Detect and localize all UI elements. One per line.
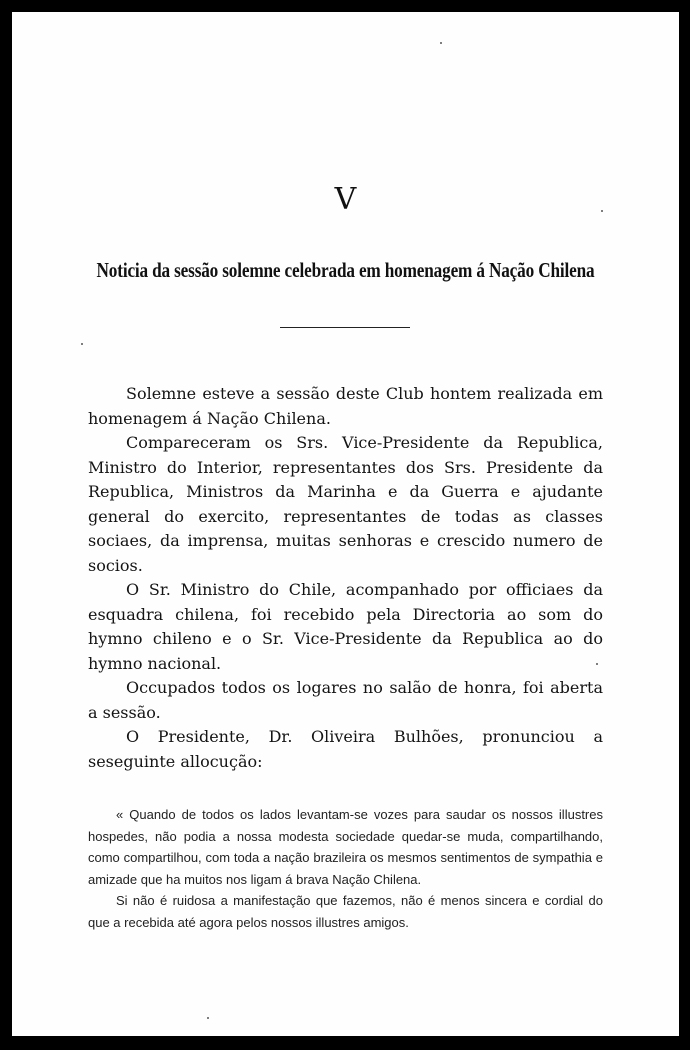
heading-divider: [280, 327, 410, 328]
quote-paragraph: « Quando de todos os lados levantam-se vozes para saudar os nossos illustres hospedes, não podia a nossa modesta sociedade quedar-se muda, compartilhando, como compartilhou, com toda a nação brazileira os mesmos sentimentos de sympathia e amizade que ha muitos nos ligam á brava Nação Chilena.: [88, 807, 603, 887]
paper-speck: [81, 343, 83, 345]
body-paragraph: Occupados todos os logares no salão de honra, foi aberta a sessão.: [88, 678, 603, 722]
body-paragraph: O Sr. Ministro do Chile, acompanhado por officiaes da esquadra chilena, foi recebido pela Directoria ao som do hymno chileno e o Sr. Vice-Presidente da Republica ao do hymno nacional.: [88, 580, 603, 673]
body-paragraph: Solemne esteve a sessão deste Club hontem realizada em homenagem á Nação Chilena.: [88, 384, 603, 428]
chapter-numeral: V: [334, 182, 357, 217]
paper-speck: [601, 210, 603, 212]
body-paragraph: O Presidente, Dr. Oliveira Bulhões, pronunciou a seseguinte allocução:: [88, 727, 603, 771]
quote-paragraph: Si não é ruidosa a manifestação que fazemos, não é menos sincera e cordial do que a recebida até agora pelos nossos illustres amigos.: [88, 893, 603, 930]
body-text: [88, 382, 603, 774]
paper-speck: [207, 1017, 209, 1019]
paper-speck: [596, 663, 598, 665]
speech-quote: [88, 804, 603, 933]
paper-speck: [440, 42, 442, 44]
section-heading: Noticia da sessão solemne celebrada em homenagem á Nação Chilena: [96, 258, 595, 282]
document-page: [12, 12, 679, 1036]
body-paragraph: Compareceram os Srs. Vice-Presidente da Republica, Ministro do Interior, representantes dos Srs. Presidente da Republica, Ministros da Marinha e da Guerra e ajudante general do exercito, representantes de todas as classes sociaes, da imprensa, muitas senhoras e crescido numero de socios.: [88, 433, 603, 575]
